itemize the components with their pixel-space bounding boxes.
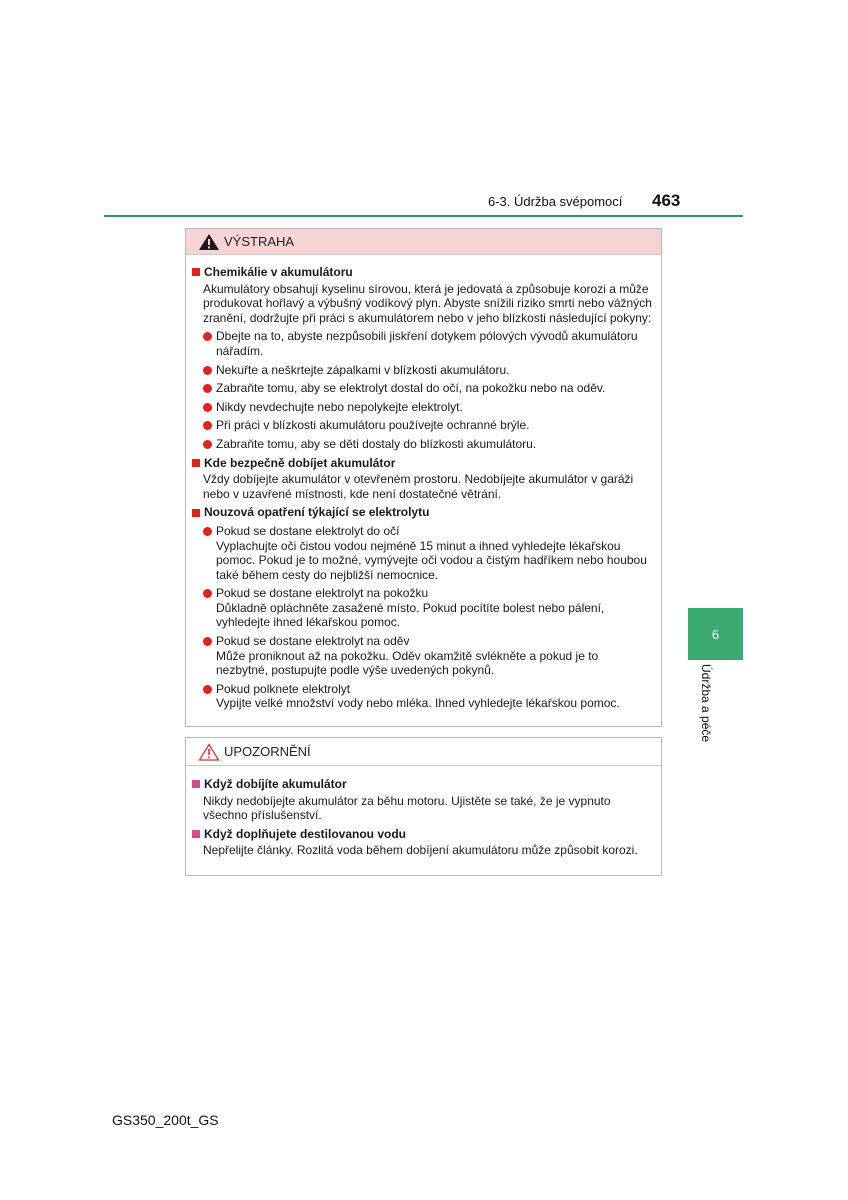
notice-title: UPOZORNĚNÍ	[224, 744, 311, 759]
section-title: 6-3. Údržba svépomocí	[488, 194, 623, 209]
page-number: 463	[652, 191, 681, 210]
notice-section	[192, 827, 653, 858]
warning-section	[192, 505, 653, 711]
bullet-lead: Pokud se dostane elektrolyt na oděv	[216, 634, 410, 649]
section-heading: Chemikálie v akumulátoru	[204, 265, 353, 279]
list-item: Při práci v blízkosti akumulátoru používejte ochranné brýle.	[203, 418, 653, 433]
chapter-label: Údržba a péče	[699, 664, 713, 743]
list-item	[203, 524, 653, 582]
section-text: Nepřelijte články. Rozlitá voda během dobíjení akumulátoru může způsobit korozi.	[203, 843, 638, 858]
bullet-dot-icon	[203, 384, 212, 393]
footer-model-code: GS350_200t_GS	[112, 1112, 219, 1128]
bullet-dot-icon	[203, 421, 212, 430]
chapter-number: 6	[711, 626, 720, 642]
section-heading: Když dobíjíte akumulátor	[204, 777, 347, 791]
notice-box	[185, 737, 662, 876]
section-text: Vždy dobíjejte akumulátor v otevřeném prostoru. Nedobíjejte akumulátor v garáži nebo v uzavřené místnosti, kde není dostatečné větrání.	[203, 472, 634, 501]
square-bullet-icon	[192, 780, 200, 788]
bullet-dot-icon	[203, 527, 212, 536]
caution-triangle-icon	[198, 743, 220, 761]
list-item: Nekuřte a neškrtejte zápalkami v blízkosti akumulátoru.	[203, 363, 653, 378]
chapter-tab[interactable]	[688, 608, 743, 660]
bullet-text: Může proniknout až na pokožku. Oděv okamžitě svlékněte a pokud je to nezbytné, postupujte podle výše uvedených pokynů.	[216, 648, 599, 678]
warning-section	[192, 456, 653, 502]
notice-section	[192, 777, 653, 823]
bullet-lead: Pokud se dostane elektrolyt na pokožku	[216, 586, 429, 601]
warning-header	[186, 229, 661, 255]
square-bullet-icon	[192, 509, 200, 517]
section-text: Akumulátory obsahují kyselinu sírovou, která je jedovatá a způsobuje korozi a může produkovat hořlavý a výbušný vodíkový plyn. Abyste snížili riziko smrti nebo vážných zranění, dodržujte při práci s akumulátorem nebo v jeho blízkosti následující pokyny:	[203, 281, 652, 325]
list-item: Nikdy nevdechujte nebo nepolykejte elektrolyt.	[203, 400, 653, 415]
list-item	[203, 682, 653, 711]
bullet-text: Vyplachujte oči čistou vodou nejméně 15 minut a ihned vyhledejte lékařskou pomoc. Pokud je to možné, vymývejte oči vodou a čistým hadříkem nebo houbou také během cesty do nejbližší nemocnice.	[216, 538, 647, 582]
section-heading: Kde bezpečně dobíjet akumulátor	[204, 455, 396, 470]
bullet-lead: Pokud se dostane elektrolyt do očí	[216, 523, 400, 538]
list-item: Zabraňte tomu, aby se děti dostaly do blízkosti akumulátoru.	[203, 437, 653, 452]
square-bullet-icon	[192, 268, 200, 276]
section-heading: Když doplňujete destilovanou vodu	[204, 826, 407, 841]
square-bullet-icon	[192, 459, 200, 467]
section-text: Nikdy nedobíjejte akumulátor za běhu motoru. Ujistěte se také, že je vypnuto všechno příslušenství.	[203, 793, 611, 823]
list-item: Zabraňte tomu, aby se elektrolyt dostal do očí, na pokožku nebo na oděv.	[203, 381, 653, 396]
bullet-dot-icon	[203, 589, 212, 598]
bullet-dot-icon	[203, 637, 212, 646]
list-item	[203, 634, 653, 678]
bullet-text: Vypijte velké množství vody nebo mléka. Ihned vyhledejte lékařskou pomoc.	[216, 696, 620, 711]
warning-section	[192, 265, 653, 452]
section-heading: Nouzová opatření týkající se elektrolytu	[204, 505, 430, 520]
warning-title: VÝSTRAHA	[224, 234, 295, 249]
bullet-lead: Pokud polknete elektrolyt	[216, 681, 351, 696]
list-item	[203, 586, 653, 630]
square-bullet-icon	[192, 830, 200, 838]
warning-triangle-icon	[198, 233, 220, 251]
bullet-dot-icon	[203, 440, 212, 449]
bullet-dot-icon	[203, 366, 212, 375]
notice-header	[186, 738, 661, 766]
bullet-dot-icon	[203, 685, 212, 694]
warning-box	[185, 228, 662, 727]
bullet-dot-icon	[203, 403, 212, 412]
list-item: Dbejte na to, abyste nezpůsobili jiskření dotykem pólových vývodů akumulátoru nářadím.	[203, 329, 653, 358]
header-divider	[104, 215, 743, 217]
bullet-dot-icon	[203, 332, 212, 341]
bullet-text: Důkladně opláchněte zasažené místo. Pokud pocítíte bolest nebo pálení, vyhledejte ihned lékařskou pomoc.	[216, 600, 605, 630]
